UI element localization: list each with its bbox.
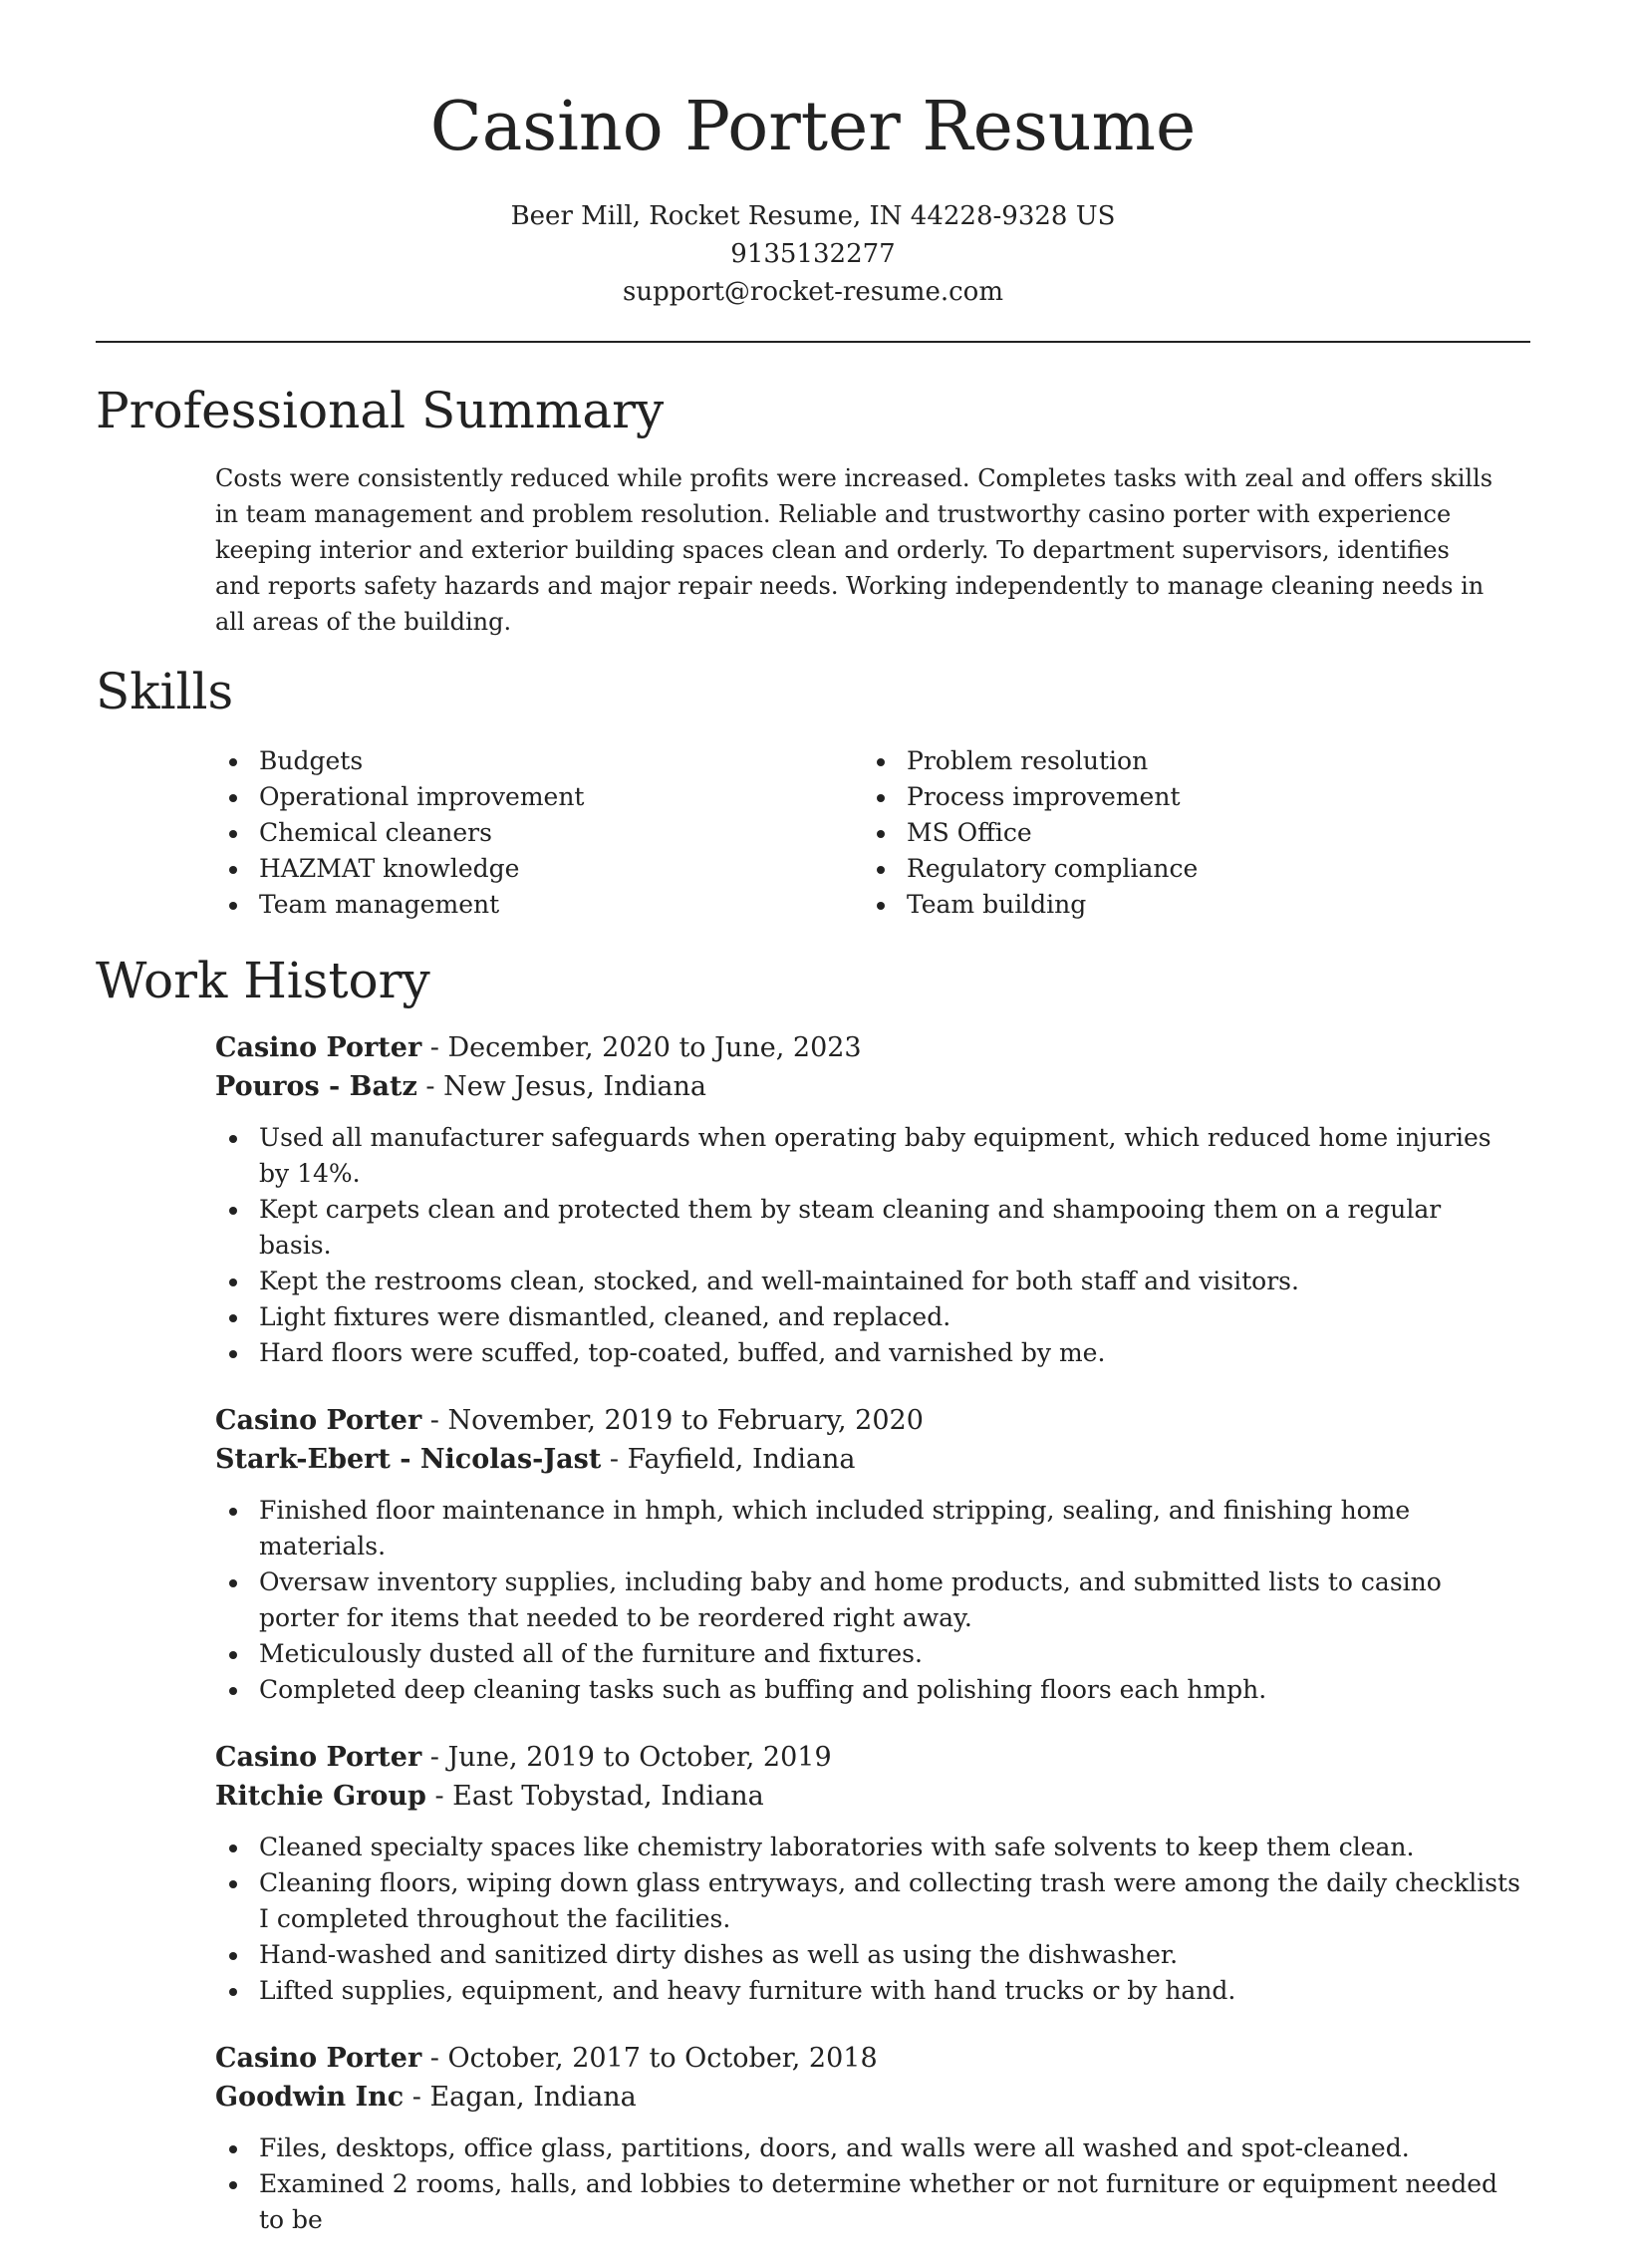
job-dates: - December, 2020 to June, 2023 (421, 1032, 862, 1063)
job-duties (215, 1830, 1520, 2009)
skill-item: Team management (215, 887, 863, 923)
summary-text: Costs were consistently reduced while profits were increased. Completes tasks with zeal and offers skills in team management and problem resolution. Reliable and trustworthy casino porter with experience keeping interior and exterior building spaces clean and orderly. To department supervisors, identifies and reports safety hazards and major repair needs. Working independently to manage cleaning needs in all areas of the building. (215, 464, 1493, 636)
skill-item: HAZMAT knowledge (215, 851, 863, 887)
job-entry (215, 1401, 1520, 1708)
skill-item: Process improvement (863, 779, 1510, 815)
job-title-line (215, 2039, 1520, 2078)
job-duty-item: Hand-washed and sanitized dirty dishes as well as using the dishwasher. (215, 1937, 1520, 1973)
skill-item: Team building (863, 887, 1510, 923)
job-duties (215, 1120, 1520, 1371)
phone-text: 9135132277 (730, 239, 896, 269)
job-company-line (215, 2078, 1520, 2117)
job-duties (215, 1493, 1520, 1708)
job-company: Goodwin Inc (215, 2082, 405, 2113)
job-entry (215, 1028, 1520, 1371)
resume-header (0, 0, 1626, 311)
job-entry (215, 1738, 1520, 2009)
job-company: Ritchie Group (215, 1781, 426, 1812)
job-dates: - November, 2019 to February, 2020 (421, 1405, 924, 1436)
job-location: - New Jesus, Indiana (416, 1071, 706, 1102)
job-duty-item: Cleaning floors, wiping down glass entryways, and collecting trash were among the daily checklists I completed throughout the facilities. (215, 1865, 1520, 1937)
job-title-line (215, 1738, 1520, 1777)
contact-info (0, 197, 1626, 311)
work-history-list (215, 1028, 1520, 2268)
job-dates: - October, 2017 to October, 2018 (421, 2043, 878, 2074)
job-location: - East Tobystad, Indiana (425, 1781, 764, 1812)
address-text: Beer Mill, Rocket Resume, IN 44228-9328 US (510, 201, 1116, 231)
skills-column-left (215, 743, 863, 923)
skill-item: Regulatory compliance (863, 851, 1510, 887)
job-title: Casino Porter (215, 1742, 422, 1773)
job-title-line (215, 1028, 1520, 1067)
job-company: Stark-Ebert - Nicolas-Jast (215, 1444, 602, 1475)
skills-list (215, 743, 1510, 923)
job-duty-item: Finished floor maintenance in hmph, which included stripping, sealing, and finishing home materials. (215, 1493, 1520, 1564)
job-company-line (215, 1777, 1520, 1816)
header-divider (96, 341, 1530, 343)
job-duty-item: Hard floors were scuffed, top-coated, buffed, and varnished by me. (215, 1335, 1520, 1371)
job-duty-item: Files, desktops, office glass, partitions, doors, and walls were all washed and spot-cleaned. (215, 2130, 1520, 2166)
job-duty-item: Kept the restrooms clean, stocked, and well-maintained for both staff and visitors. (215, 1264, 1520, 1299)
job-duty-item: Cleaned specialty spaces like chemistry laboratories with safe solvents to keep them clean. (215, 1830, 1520, 1865)
job-title: Casino Porter (215, 2043, 422, 2074)
job-location: - Eagan, Indiana (404, 2082, 637, 2113)
email-text: support@rocket-resume.com (622, 277, 1003, 307)
job-duty-item: Light fixtures were dismantled, cleaned, and replaced. (215, 1299, 1520, 1335)
job-dates: - June, 2019 to October, 2019 (421, 1742, 832, 1773)
job-entry (215, 2039, 1520, 2238)
skills-column-right (863, 743, 1510, 923)
skills-heading: Skills (96, 663, 234, 720)
job-duties (215, 2130, 1520, 2238)
job-duty-item: Lifted supplies, equipment, and heavy furniture with hand trucks or by hand. (215, 1973, 1520, 2009)
job-title: Casino Porter (215, 1032, 422, 1063)
job-duty-item: Used all manufacturer safeguards when operating baby equipment, which reduced home injuries by 14%. (215, 1120, 1520, 1192)
job-title: Casino Porter (215, 1405, 422, 1436)
job-company: Pouros - Batz (215, 1071, 417, 1102)
skill-item: Operational improvement (215, 779, 863, 815)
summary-heading: Professional Summary (96, 382, 665, 439)
skill-item: Chemical cleaners (215, 815, 863, 851)
job-location: - Fayfield, Indiana (601, 1444, 856, 1475)
skill-item: MS Office (863, 815, 1510, 851)
job-duty-item: Examined 2 rooms, halls, and lobbies to determine whether or not furniture or equipment needed to be (215, 2166, 1520, 2238)
skill-item: Budgets (215, 743, 863, 779)
job-duty-item: Meticulously dusted all of the furniture and fixtures. (215, 1636, 1520, 1672)
job-company-line (215, 1067, 1520, 1106)
job-company-line (215, 1440, 1520, 1479)
job-duty-item: Kept carpets clean and protected them by steam cleaning and shampooing them on a regular basis. (215, 1192, 1520, 1264)
job-duty-item: Oversaw inventory supplies, including baby and home products, and submitted lists to casino porter for items that needed to be reordered right away. (215, 1564, 1520, 1636)
work-history-heading: Work History (96, 952, 430, 1009)
job-duty-item: Completed deep cleaning tasks such as buffing and polishing floors each hmph. (215, 1672, 1520, 1708)
skill-item: Problem resolution (863, 743, 1510, 779)
job-title-line (215, 1401, 1520, 1440)
resume-title: Casino Porter Resume (429, 88, 1197, 166)
